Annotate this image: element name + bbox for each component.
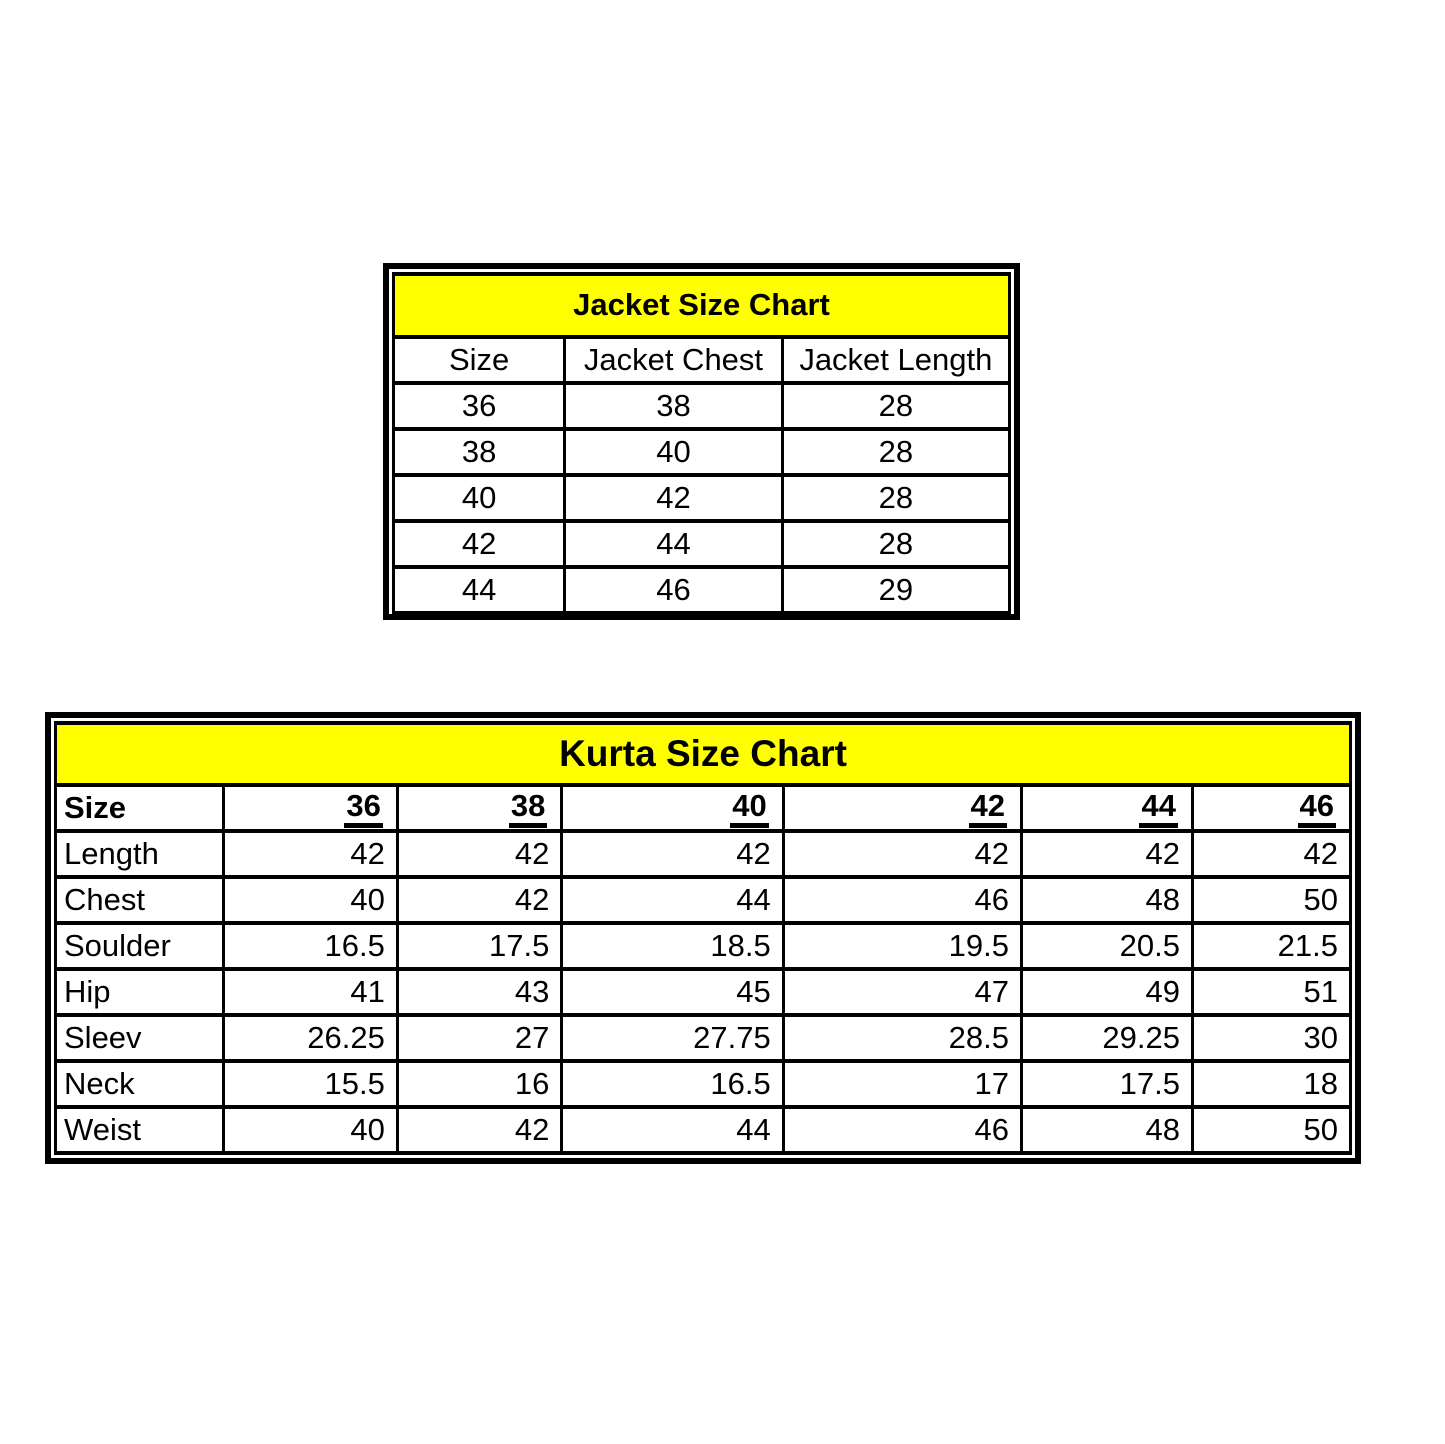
kurta-size-header-value: 36 [344,790,382,828]
kurta-row-label: Sleev [56,1015,224,1061]
kurta-cell: 42 [224,831,398,877]
kurta-size-header [783,785,1021,831]
kurta-cell: 20.5 [1022,923,1193,969]
kurta-cell: 48 [1022,1107,1193,1153]
kurta-cell: 42 [397,877,561,923]
kurta-cell: 16.5 [224,923,398,969]
kurta-size-header [224,785,398,831]
kurta-size-header [1022,785,1193,831]
kurta-row-label: Length [56,831,224,877]
kurta-row-shoulder [56,923,1351,969]
kurta-cell: 28.5 [783,1015,1021,1061]
jacket-cell: 44 [394,567,565,613]
kurta-cell: 50 [1192,1107,1350,1153]
jacket-row [394,429,1010,475]
jacket-row [394,383,1010,429]
jacket-cell: 42 [394,521,565,567]
kurta-cell: 15.5 [224,1061,398,1107]
kurta-cell: 44 [562,877,783,923]
kurta-cell: 27 [397,1015,561,1061]
kurta-size-chart [45,712,1361,1164]
kurta-row-sleeve [56,1015,1351,1061]
jacket-size-chart-table [392,272,1011,615]
kurta-size-header-value: 42 [969,790,1007,828]
jacket-cell: 40 [565,429,782,475]
jacket-cell: 40 [394,475,565,521]
kurta-size-header-value: 40 [730,790,768,828]
kurta-row-label: Hip [56,969,224,1015]
jacket-cell: 28 [782,429,1009,475]
kurta-row-length [56,831,1351,877]
kurta-size-header [1192,785,1350,831]
kurta-cell: 42 [397,831,561,877]
kurta-cell: 48 [1022,877,1193,923]
kurta-cell: 44 [562,1107,783,1153]
kurta-row-label: Weist [56,1107,224,1153]
kurta-cell: 42 [397,1107,561,1153]
kurta-cell: 29.25 [1022,1015,1193,1061]
kurta-cell: 30 [1192,1015,1350,1061]
jacket-row [394,567,1010,613]
kurta-cell: 16.5 [562,1061,783,1107]
jacket-size-chart [383,263,1020,620]
kurta-row-neck [56,1061,1351,1107]
kurta-cell: 17.5 [1022,1061,1193,1107]
kurta-cell: 42 [783,831,1021,877]
kurta-row-label: Chest [56,877,224,923]
jacket-row [394,521,1010,567]
jacket-cell: 28 [782,475,1009,521]
jacket-title-row [394,274,1010,337]
kurta-row-waist [56,1107,1351,1153]
kurta-cell: 46 [783,1107,1021,1153]
kurta-cell: 50 [1192,877,1350,923]
kurta-cell: 19.5 [783,923,1021,969]
kurta-size-header-value: 44 [1139,790,1177,828]
kurta-cell: 47 [783,969,1021,1015]
kurta-header-size-label: Size [56,785,224,831]
jacket-cell: 36 [394,383,565,429]
kurta-row-label: Soulder [56,923,224,969]
jacket-cell: 29 [782,567,1009,613]
kurta-cell: 46 [783,877,1021,923]
kurta-title-row [56,723,1351,785]
jacket-cell: 38 [565,383,782,429]
kurta-size-header-value: 38 [509,790,547,828]
jacket-row [394,475,1010,521]
kurta-cell: 17 [783,1061,1021,1107]
kurta-size-header-value: 46 [1298,790,1336,828]
kurta-cell: 18 [1192,1061,1350,1107]
jacket-cell: 28 [782,521,1009,567]
kurta-cell: 18.5 [562,923,783,969]
kurta-row-chest [56,877,1351,923]
kurta-cell: 42 [562,831,783,877]
jacket-cell: 38 [394,429,565,475]
kurta-cell: 26.25 [224,1015,398,1061]
kurta-cell: 51 [1192,969,1350,1015]
jacket-cell: 46 [565,567,782,613]
kurta-cell: 45 [562,969,783,1015]
kurta-cell: 17.5 [397,923,561,969]
kurta-chart-title: Kurta Size Chart [56,723,1351,785]
kurta-cell: 16 [397,1061,561,1107]
kurta-cell: 21.5 [1192,923,1350,969]
jacket-col-header-size: Size [394,337,565,383]
jacket-cell: 42 [565,475,782,521]
kurta-cell: 40 [224,877,398,923]
jacket-chart-title: Jacket Size Chart [394,274,1010,337]
kurta-header-row [56,785,1351,831]
jacket-col-header-chest: Jacket Chest [565,337,782,383]
jacket-header-row [394,337,1010,383]
kurta-cell: 42 [1022,831,1193,877]
kurta-row-label: Neck [56,1061,224,1107]
kurta-cell: 49 [1022,969,1193,1015]
jacket-cell: 44 [565,521,782,567]
kurta-cell: 41 [224,969,398,1015]
kurta-cell: 40 [224,1107,398,1153]
jacket-col-header-length: Jacket Length [782,337,1009,383]
jacket-cell: 28 [782,383,1009,429]
kurta-size-header [562,785,783,831]
kurta-cell: 43 [397,969,561,1015]
kurta-size-header [397,785,561,831]
kurta-row-hip [56,969,1351,1015]
kurta-cell: 27.75 [562,1015,783,1061]
kurta-size-chart-table [54,721,1352,1155]
kurta-cell: 42 [1192,831,1350,877]
